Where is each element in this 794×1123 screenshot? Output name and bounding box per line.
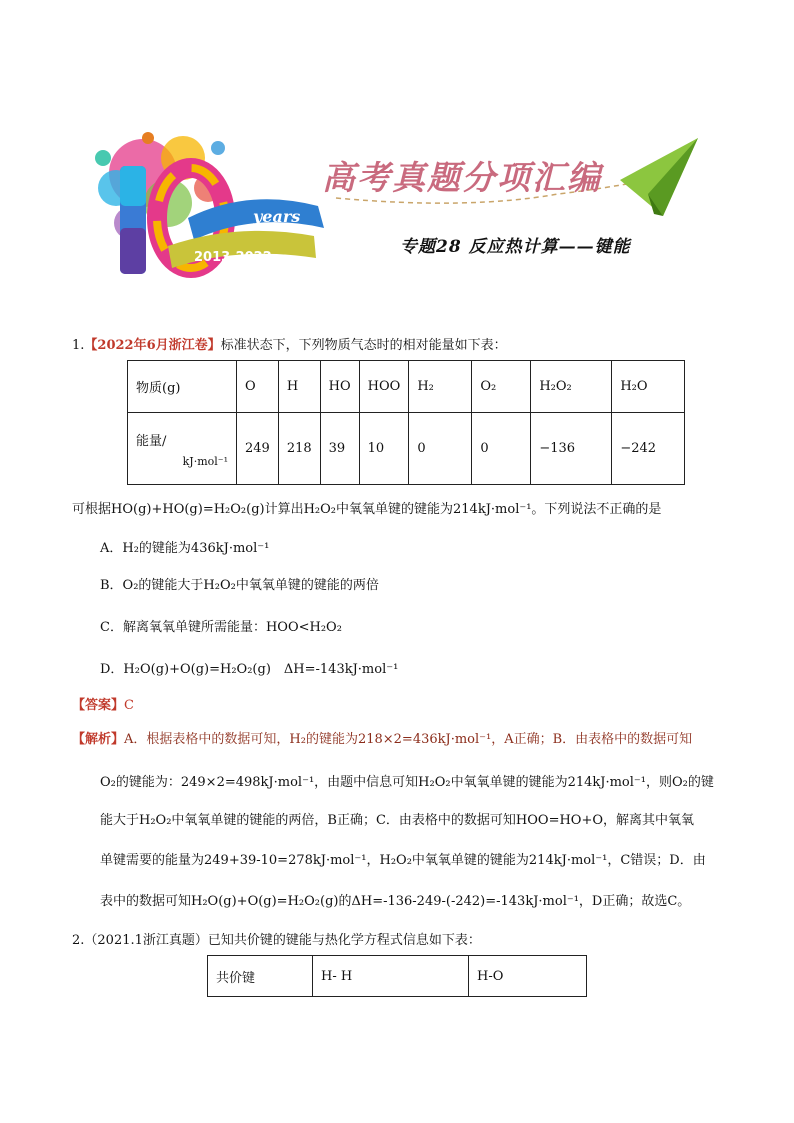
analysis-line-5: 表中的数据可知H₂O(g)+O(g)=H₂O₂(g)的ΔH=-136-249-(-242)=-143kJ·mol⁻¹，D正确；故选C。 (100, 894, 691, 909)
table-cell: 共价键 (208, 956, 313, 997)
answer-label: 【答案】 (72, 698, 125, 713)
table-cell: 物质(g) (128, 361, 237, 413)
ribbon-range-text: 2013-2022 (194, 250, 272, 265)
table-cell: −242 (612, 413, 685, 485)
energy-unit: kJ·mol⁻¹ (182, 454, 228, 468)
table-row (208, 956, 587, 997)
table-cell: O₂ (472, 361, 531, 413)
analysis-label: 【解析】 (72, 732, 125, 747)
table-cell: HO (320, 361, 359, 413)
analysis-line-4: 单键需要的能量为249+39-10=278kJ·mol⁻¹，H₂O₂中氧氧单键的键能为214kJ·mol⁻¹，C错误；D．由 (100, 853, 706, 868)
table-cell: H₂O₂ (531, 361, 612, 413)
q1-source: 【2022年6月浙江卷】 (84, 338, 221, 353)
ribbon-years-text: years (253, 207, 301, 226)
q1-option-b: B．O₂的键能大于H₂O₂中氧氧单键的键能的两倍 (100, 578, 379, 593)
table-cell: 0 (472, 413, 531, 485)
q2-bond-table (207, 955, 587, 997)
q1-energy-table (127, 360, 685, 485)
q2-source: （2021.1浙江真题） (84, 933, 208, 948)
q1-option-c: C．解离氧氧单键所需能量：HOO<H₂O₂ (100, 620, 342, 635)
analysis-text: A．根据表格中的数据可知，H₂的键能为218×2=436kJ·mol⁻¹，A正确；B．由表格中的数据可知 (124, 732, 693, 747)
analysis-line-1 (72, 731, 692, 749)
table-row (128, 361, 685, 413)
table-cell: HOO (359, 361, 409, 413)
energy-label: 能量/ (136, 433, 167, 449)
page-title: 高考真题分项汇编 (322, 158, 602, 197)
analysis-line-3: 能大于H₂O₂中氧氧单键的键能的两倍，B正确；C．由表格中的数据可知HOO=HO+O，解离其中氧氧 (100, 813, 695, 828)
analysis-line-2: O₂的键能为：249×2=498kJ·mol⁻¹，由题中信息可知H₂O₂中氧氧单键的键能为214kJ·mol⁻¹，则O₂的键 (100, 775, 714, 790)
topic-subtitle: 专题28 反应热计算——键能 (400, 237, 631, 257)
table-cell: H₂ (409, 361, 472, 413)
answer-value: C (124, 698, 134, 713)
q2-header (72, 932, 481, 950)
table-cell: H-O (469, 956, 587, 997)
q1-answer (72, 697, 134, 715)
table-cell (128, 413, 237, 485)
q2-number: 2. (72, 933, 85, 948)
q1-header (72, 337, 507, 355)
paper-plane-icon (620, 138, 698, 216)
table-cell: 10 (359, 413, 409, 485)
q1-lead: 可根据HO(g)+HO(g)=H₂O₂(g)计算出H₂O₂中氧氧单键的键能为214kJ·mol⁻¹。下列说法不正确的是 (72, 502, 662, 517)
table-cell: H (278, 361, 320, 413)
q2-stem: 已知共价键的键能与热化学方程式信息如下表： (207, 933, 481, 948)
table-cell: −136 (531, 413, 612, 485)
table-row (128, 413, 685, 485)
table-cell: 39 (320, 413, 359, 485)
q1-option-a: A．H₂的键能为436kJ·mol⁻¹ (100, 541, 270, 556)
q1-option-d: D．H₂O(g)+O(g)=H₂O₂(g) ΔH=-143kJ·mol⁻¹ (100, 662, 399, 677)
table-cell: O (237, 361, 279, 413)
table-cell: H- H (313, 956, 469, 997)
q1-stem: 标准状态下，下列物质气态时的相对能量如下表： (220, 338, 507, 353)
table-cell: 0 (409, 413, 472, 485)
table-cell: 249 (237, 413, 279, 485)
table-cell: 218 (278, 413, 320, 485)
table-cell: H₂O (612, 361, 685, 413)
q1-number: 1. (72, 338, 85, 353)
